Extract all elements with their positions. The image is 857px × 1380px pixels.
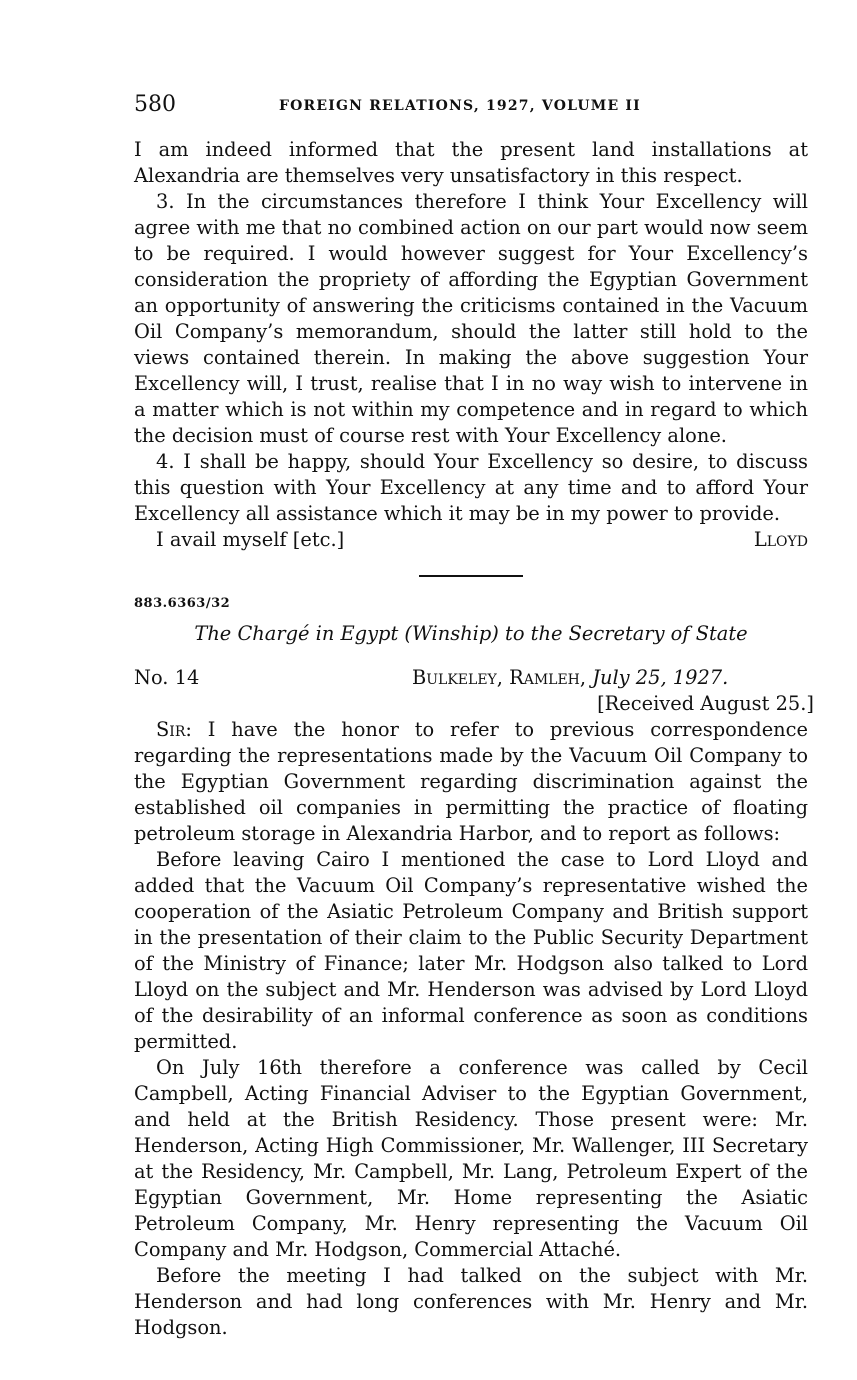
document-title: The Chargé in Egypt (Winship) to the Secretary of State	[194, 622, 748, 645]
letter-body	[134, 717, 808, 1341]
paragraph: Before the meeting I had talked on the subject with Mr. Henderson and had long conferences with Mr. Henry and Mr. Hodgson.	[134, 1264, 808, 1339]
place-date	[412, 665, 728, 691]
running-head: FOREIGN RELATIONS, 1927, VOLUME II	[279, 98, 641, 114]
signoff	[134, 527, 808, 553]
received-note: [Received August 25.]	[597, 692, 814, 715]
file-reference: 883.6363/32	[134, 596, 231, 611]
continuation-text	[134, 137, 808, 553]
page-number: 580	[134, 92, 176, 117]
paragraph: On July 16th therefore a conference was called by Cecil Campbell, Acting Financial Adviser to the Egyptian Government, and held at the British Residency. Those present were: Mr. Henderson, Acting High Commissioner, Mr. Wallenger, III Secretary at the Residency, Mr. Campbell, Mr. Lang, Petroleum Expert of the Egyptian Government, Mr. Home representing the Asiatic Petroleum Company, Mr. Henry representing the Vacuum Oil Company and Mr. Hodgson, Commercial Attaché.	[134, 1056, 808, 1261]
paragraph: Before leaving Cairo I mentioned the case to Lord Lloyd and added that the Vacuum Oil Company’s representative wished the cooperation of the Asiatic Petroleum Company and British support in the presentation of their claim to the Public Security Department of the Ministry of Finance; later Mr. Hodgson also talked to Lord Lloyd on the subject and Mr. Henderson was advised by Lord Lloyd of the desirability of an informal conference as soon as conditions permitted.	[134, 848, 808, 1053]
section-divider	[419, 575, 523, 577]
place: Bulkeley, Ramleh,	[412, 666, 587, 689]
page-header	[134, 92, 808, 122]
paragraph: 3. In the circumstances therefore I think Your Excellency will agree with me that no combined action on our part would now seem to be required. I would however suggest for Your Excellency’s consideration the propriety of affording the Egyptian Government an opportunity of answering the criticisms contained in the Vacuum Oil Company’s memorandum, should the latter still hold to the views contained therein. In making the above suggestion Your Excellency will, I trust, realise that I in no way wish to intervene in a matter which is not within my competence and in regard to which the decision must of course rest with Your Excellency alone.	[134, 190, 808, 447]
paragraph: 4. I shall be happy, should Your Excellency so desire, to discuss this question with Your Excellency at any time and to afford Your Excellency all assistance which it may be in my power to provide.	[134, 450, 808, 525]
document-number: No. 14	[134, 666, 200, 689]
paragraph: I am indeed informed that the present land installations at Alexandria are themselves very unsatisfactory in this respect.	[134, 138, 808, 187]
paragraph-text: I have the honor to refer to previous correspondence regarding the representations made by the Vacuum Oil Company to the Egyptian Government regarding discrimination against the established oil companies in permitting the practice of floating petroleum storage in Alexandria Harbor, and to report as follows:	[134, 718, 808, 845]
signature: Lloyd	[753, 528, 808, 551]
paragraph	[134, 717, 808, 847]
salutation: Sir:	[156, 718, 192, 741]
date: July 25, 1927.	[592, 666, 729, 689]
closing: I avail myself [etc.]	[156, 528, 345, 551]
